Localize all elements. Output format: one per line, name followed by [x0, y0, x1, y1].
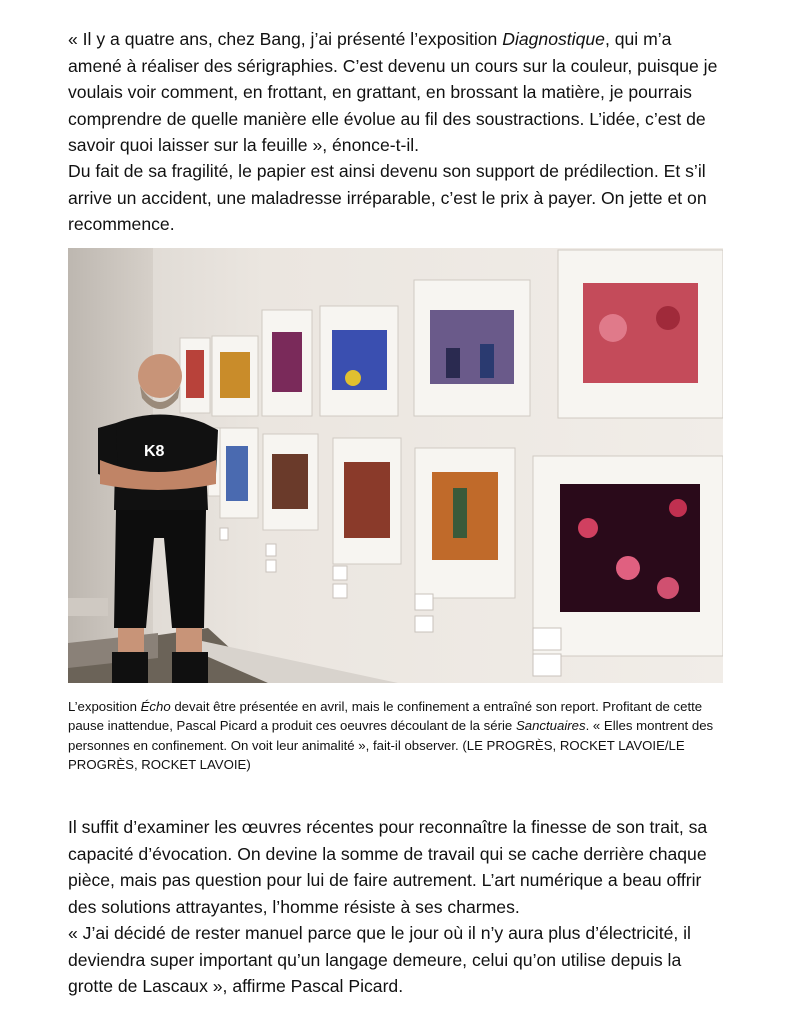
article-paragraph: Il suffit d’examiner les œuvres récentes pour reconnaître la finesse de son trait, sa capacité d’évocation. On devine la somme de travail qui se cache derrière chaque pièce, mais pas question pour lui de faire autrement. L’art numérique a beau offrir des solutions attrayantes, l’homme résiste à ses charmes.: [68, 817, 708, 917]
shirt-text: K8: [144, 443, 165, 460]
paragraph-text: « Il y a quatre ans, chez Bang, j’ai présenté l’exposition: [68, 29, 503, 49]
paragraph-text: , qui m’a amené à réaliser des sérigraphies. C’est devenu un cours sur la couleur, puisque je voulais voir comment, en frottant, en grattant, en brossant la matière, je pourrais comprendre de quelle manière elle évolue au fil des soustractions. L’idée, c’est de savoir quoi laisser sur la feuille », énonce-t-il.: [68, 29, 718, 155]
caption-series-title: Sanctuaires: [515, 718, 586, 734]
article-paragraph: Du fait de sa fragilité, le papier est ainsi devenu son support de prédilection. Et s’il arrive un accident, une maladresse irréparable, c’est le prix à payer. On jette et on recommence.: [68, 161, 707, 234]
article-paragraph: [68, 26, 728, 159]
caption-text: devait être présentée en avril, mais le confinement a entraîné son report. Profitant de cette pause inattendue, Pascal Picard a produit ces oeuvres découlant de la série: [68, 699, 703, 734]
caption-text: . « Elles montrent des personnes en confinement. On voit leur animalité », fait-il observer. (LE PROGRÈS, ROCKET LAVOIE/LE PROGRÈS, ROCKET LAVOIE): [68, 718, 714, 772]
gallery-photo: [68, 248, 723, 683]
caption-text: L’exposition: [68, 699, 141, 714]
caption-exhibition-title: Écho: [140, 699, 171, 714]
photo-caption: [68, 697, 728, 774]
article-paragraph: « J’ai décidé de rester manuel parce que le jour où il n’y aura plus d’électricité, il deviendra super important qu’un langage demeure, celui qu’on utilise depuis la grotte de Lascaux », affirme Pascal Picard.: [68, 923, 691, 996]
exhibition-title: Diagnostique: [502, 29, 605, 49]
photo-illustration: [68, 248, 723, 683]
